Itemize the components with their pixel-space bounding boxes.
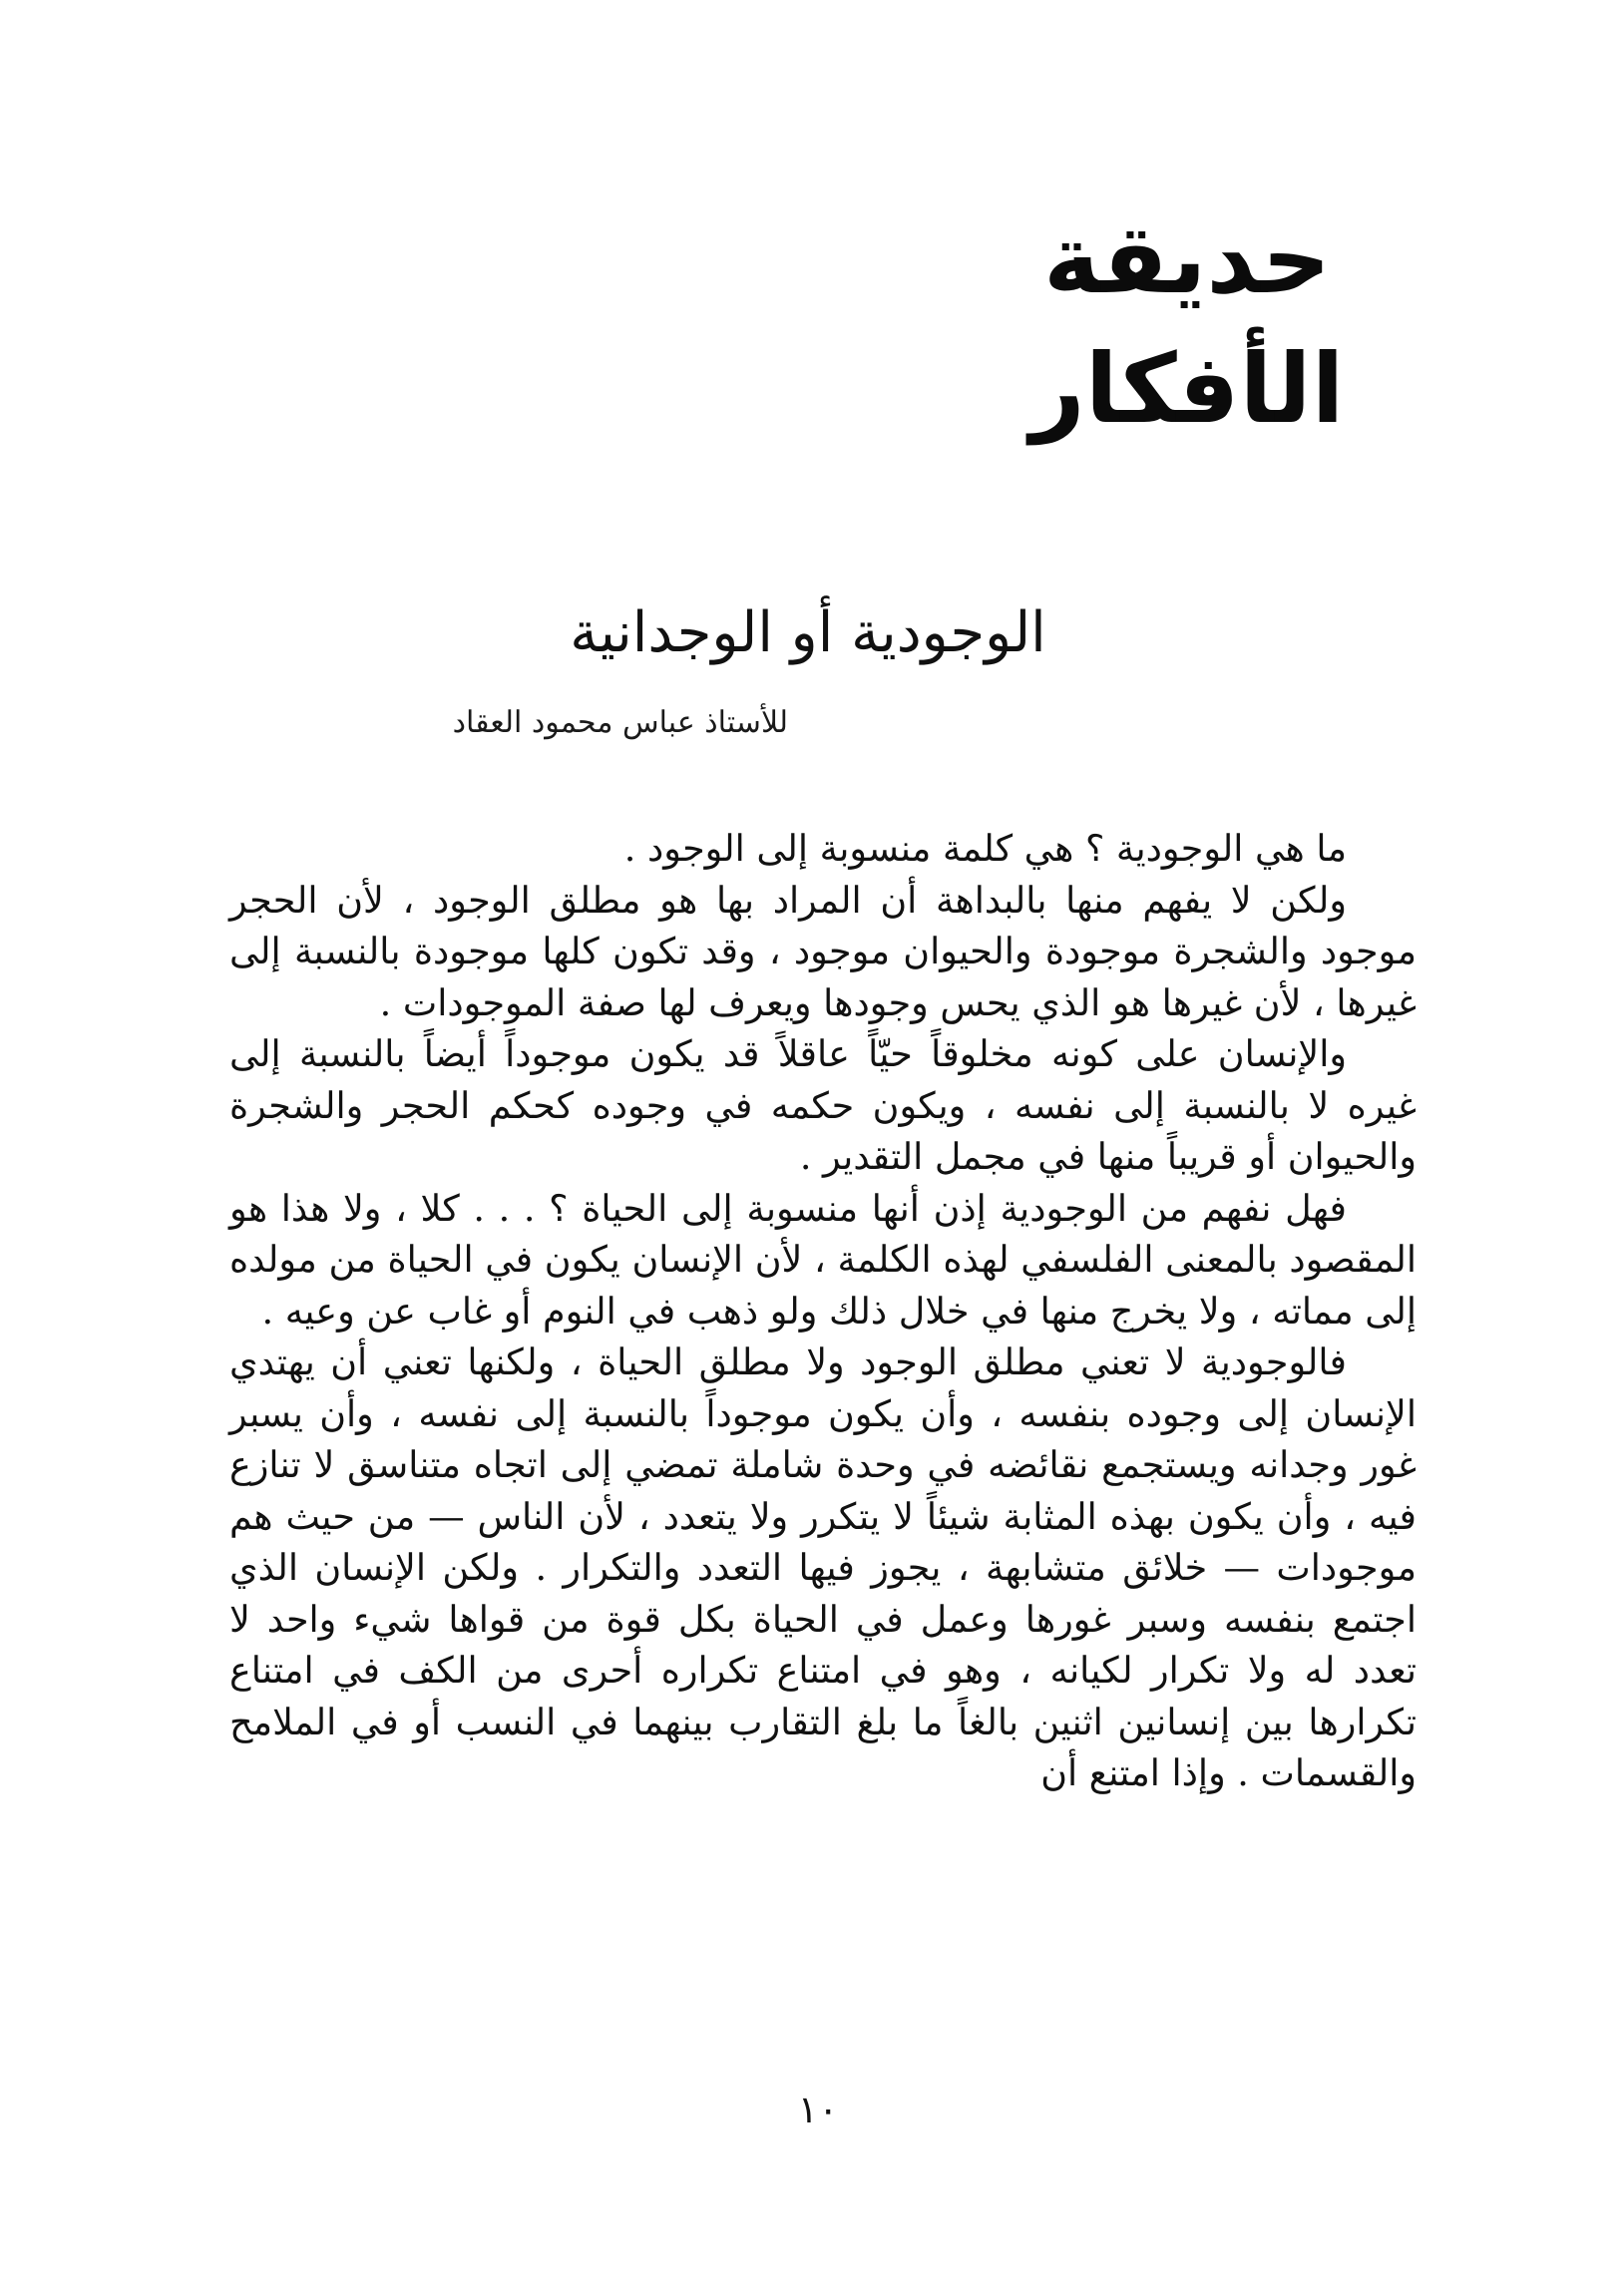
paragraph-2: ولكن لا يفهم منها بالبداهة أن المراد بها هو مطلق الوجود ، لأن الحجر موجود والشجرة موجودة والحيوان موجود ، وقد تكون كلها موجودة بالنسبة إلى غيرها ، لأن غيرها هو الذي يحس وجودها ويعرف لها صفة الموجودات .: [229, 878, 1417, 1024]
section-title: حديقة الأفكار: [1029, 203, 1345, 445]
article-title: الوجودية أو الوجدانية: [570, 600, 1046, 665]
article-body: [229, 823, 1417, 1799]
paragraph-3: والإنسان على كونه مخلوقاً حيّاً عاقلاً قد يكون موجوداً أيضاً بالنسبة إلى غيره لا بالنسبة إلى نفسه ، ويكون حكمه في وجوده كحكم الحجر والشجرة والحيوان أو قريباً منها في مجمل التقدير .: [229, 1032, 1417, 1178]
article-author: للأستاذ عباس محمود العقاد: [452, 705, 788, 740]
paragraph-1: ما هي الوجودية ؟ هي كلمة منسوبة إلى الوجود .: [623, 827, 1347, 870]
page-number: ١٠: [797, 2088, 839, 2131]
paragraph-4: فهل نفهم من الوجودية إذن أنها منسوبة إلى الحياة ؟ . . . كلا ، ولا هذا هو المقصود بالمعنى الفلسفي لهذه الكلمة ، لأن الإنسان يكون في الحياة من مولده إلى مماته ، ولا يخرج منها في خلال ذلك ولو ذهب في النوم أو غاب عن وعيه .: [229, 1186, 1417, 1333]
paragraph-5: فالوجودية لا تعني مطلق الوجود ولا مطلق الحياة ، ولكنها تعني أن يهتدي الإنسان إلى وجوده بنفسه ، وأن يكون موجوداً بالنسبة إلى نفسه ، وأن يسبر غور وجدانه ويستجمع نقائضه في وحدة شاملة تمضي إلى اتجاه متناسق لا تنازع فيه ، وأن يكون بهذه المثابة شيئاً لا يتكرر ولا يتعدد ، لأن الناس — من حيث هم موجودات — خلائق متشابهة ، يجوز فيها التعدد والتكرار . ولكن الإنسان الذي اجتمع بنفسه وسبر غورها وعمل في الحياة بكل قوة من قواها شيء واحد لا تعدد له ولا تكرار لكيانه ، وهو في امتناع تكراره أحرى من الكف في امتناع تكرارها بين إنسانين اثنين بالغاً ما بلغ التقارب بينهما في النسب أو في الملامح والقسمات . وإذا امتنع أن: [229, 1340, 1417, 1794]
